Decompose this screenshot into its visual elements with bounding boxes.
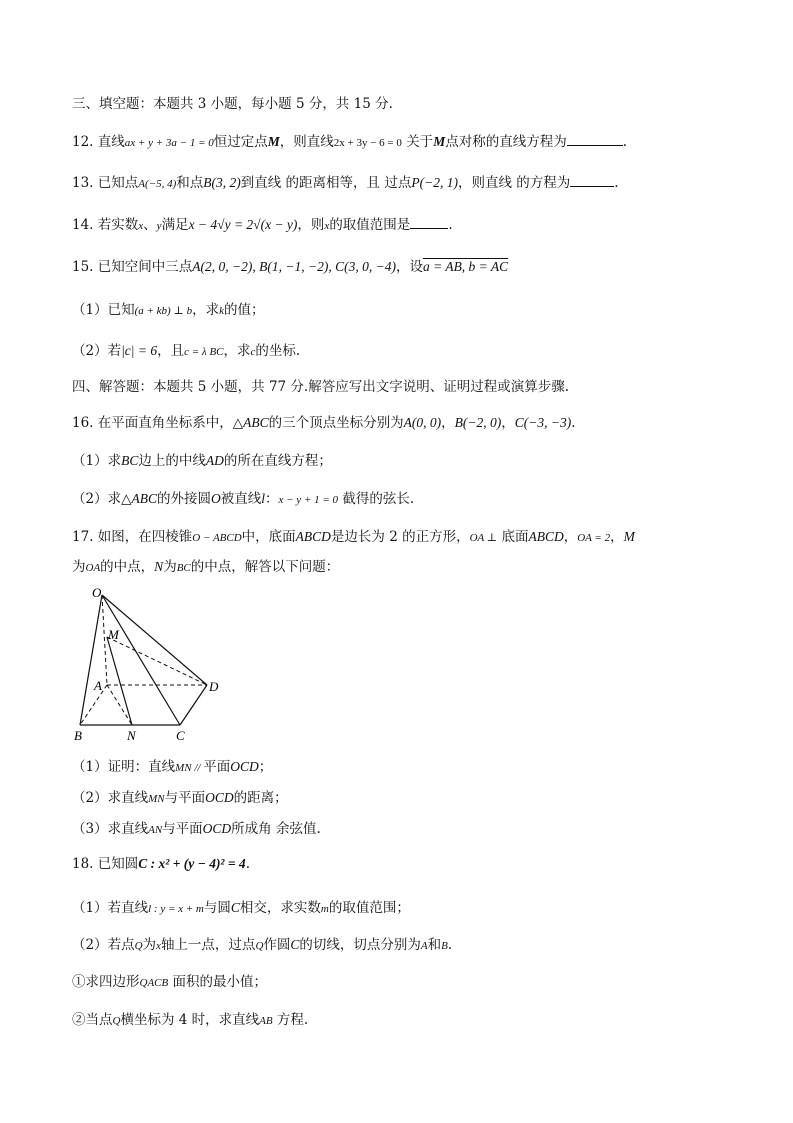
segment-mn	[107, 637, 132, 725]
q13-point-a: A(−5, 4)	[138, 178, 177, 190]
q18-p2-c: 轴上一点，过点	[160, 937, 256, 953]
q15-p1-cond: (a + kb) ⊥ b	[134, 305, 193, 317]
q15-text-2: ，设	[395, 259, 423, 275]
q15-p2-a: （2）若	[72, 343, 122, 359]
q18-p2-q: Q	[134, 940, 143, 952]
question-14	[72, 215, 732, 236]
q15-p2-cond: |c| = 6	[121, 343, 158, 358]
q17-base-2: ABCD	[528, 529, 564, 544]
edge-ob	[80, 595, 102, 725]
question-13	[72, 173, 732, 194]
q15-p1-a: （1）已知	[72, 302, 135, 318]
q16-p1: （1）求	[72, 453, 122, 469]
q15-number: 15.	[72, 259, 94, 275]
q18-p1-c-text: 相交，求实数	[239, 900, 321, 916]
q15-vectors: a = AB, b = AC	[422, 259, 509, 274]
q17-p3: （3）求直线	[72, 821, 149, 837]
question-17-part-3	[72, 819, 732, 840]
q17-m: M	[623, 529, 635, 544]
q17-text-3: 是边长为 2 的正方形，	[330, 529, 470, 545]
q13-text-4: ，则直线 的方程为	[457, 175, 571, 191]
q18-p2-a: A	[420, 940, 428, 952]
q16-number: 16.	[72, 415, 94, 431]
question-17	[72, 527, 732, 548]
q17-l2-n: N	[154, 559, 164, 574]
q16-p2-d: ：	[265, 491, 279, 507]
q18-p2-e: 的切线，切点分别为	[299, 937, 421, 953]
q16-triangle: ABC	[243, 415, 269, 430]
q13-number: 13.	[72, 175, 94, 191]
q14-text-2: 、	[143, 217, 157, 233]
q17-p2-mn: MN	[148, 793, 165, 805]
q14-text-6: .	[448, 217, 453, 233]
q16-p2-e: 截得的弦长.	[342, 491, 415, 507]
q13-text-3: 到直线 的距离相等，且 过点	[240, 175, 412, 191]
q16-point-c: C(−3, −3)	[514, 415, 572, 430]
q18-p1-line: l : y = x + m	[148, 903, 204, 915]
q15-p2-b: ，且	[157, 343, 185, 359]
q13-text-5: .	[614, 175, 619, 191]
question-18-part-2	[72, 935, 732, 956]
q17-l2-d: 的中点，解答以下问题：	[190, 559, 340, 575]
q14-equation: x − 4√y = 2√(x − y)	[188, 217, 298, 232]
q15-p2-c: ，求	[223, 343, 251, 359]
q17-number: 17.	[72, 529, 94, 545]
q18-s1-quad: QACB	[139, 977, 169, 989]
q18-p1-d: 的取值范围；	[328, 900, 410, 916]
q17-p3-b: 与平面	[162, 821, 203, 837]
q16-p1-bc: BC	[121, 453, 139, 468]
q16-p1-ad: AD	[205, 453, 224, 468]
q12-text-2: 恒过定点	[213, 134, 268, 150]
q15-p2-c-var: c	[250, 346, 256, 358]
q12-text-5: 点对称的直线方程为	[445, 134, 567, 150]
q18-p1-b: 与圆	[203, 900, 231, 916]
q18-p2-circle: C	[290, 937, 300, 952]
section-fill-text: 三、填空题：本题共 3 小题，每小题 5 分，共 15 分.	[72, 96, 393, 112]
edge-cd	[180, 685, 207, 725]
section-fill-heading	[72, 94, 732, 114]
q15-p1-k: k	[219, 305, 224, 317]
question-16-part-1	[72, 451, 732, 471]
q18-s2-ab: AB	[259, 1015, 273, 1027]
q18-p2-x: x	[156, 940, 161, 952]
q16-point-a: A(0, 0)	[403, 415, 442, 430]
q13-text-1: 已知点	[97, 175, 139, 191]
q18-s2-b: 横坐标为 4 时，求直线	[120, 1012, 260, 1028]
q17-text-6: ，	[610, 529, 624, 545]
q16-p2-c: 被直线	[220, 491, 262, 507]
pyramid-figure	[72, 585, 232, 745]
section-answer-heading	[72, 377, 732, 397]
q14-var-x-2: x	[324, 220, 330, 232]
q16-p2-l: l	[261, 491, 265, 506]
q15-text-1: 已知空间中三点	[97, 259, 193, 275]
q14-var-y: y	[156, 220, 162, 232]
q17-p3-an: AN	[148, 824, 163, 836]
q17-base: ABCD	[295, 529, 331, 544]
q17-p1-ocd: OCD	[230, 759, 259, 774]
q17-l2-oa: OA	[85, 562, 101, 574]
question-15-part-1	[72, 300, 732, 321]
q18-s2: ②当点	[72, 1012, 113, 1028]
question-18-sub-2	[72, 1010, 732, 1031]
q15-p1-c: 的值；	[223, 302, 265, 318]
question-15	[72, 257, 732, 277]
q17-perp: OA ⊥	[469, 532, 498, 544]
q17-p3-c: 所成角 余弦值.	[231, 821, 321, 837]
q12-text-3: ，则直线	[279, 134, 334, 150]
q18-circle-eq: C : x² + (y − 4)² = 4	[138, 856, 246, 871]
q17-p1: （1）证明：直线	[72, 759, 176, 775]
q12-line-eq-2: 2x + 3y − 6 = 0	[333, 137, 402, 149]
q16-text-5: .	[571, 415, 576, 431]
q17-p2: （2）求直线	[72, 790, 149, 806]
label-m: M	[108, 627, 119, 642]
q14-text-4: ，则	[297, 217, 325, 233]
question-15-part-2	[72, 341, 732, 362]
q14-var-x: x	[138, 220, 144, 232]
q12-answer-blank[interactable]	[567, 133, 623, 146]
q16-p2: （2）求△	[72, 491, 132, 507]
q13-point-b: B(3, 2)	[203, 175, 241, 190]
q16-p2-abc: ABC	[131, 491, 157, 506]
q14-text-3: 满足	[161, 217, 189, 233]
q16-p2-b: 的外接圆	[156, 491, 211, 507]
q18-p2: （2）若点	[72, 937, 135, 953]
q16-text-4: ，	[501, 415, 515, 431]
section-answer-text: 四、解答题：本题共 5 小题，共 77 分.解答应写出文字说明、证明过程或演算步骤.	[72, 379, 570, 395]
label-c: C	[176, 728, 185, 743]
q16-text-2: 的三个顶点坐标分别为	[268, 415, 404, 431]
q15-points: A(2, 0, −2), B(1, −1, −2), C(3, 0, −4)	[192, 259, 396, 274]
q15-p2-cond-2: c = λ BC	[184, 346, 224, 358]
q17-l2-a: 为	[72, 559, 86, 575]
q15-p1-b: ，求	[192, 302, 220, 318]
q18-p2-q-2: Q	[255, 940, 264, 952]
question-18	[72, 854, 732, 874]
q18-p2-f: 和	[427, 937, 442, 953]
question-17-line-2	[72, 557, 732, 578]
q14-answer-blank[interactable]	[410, 216, 448, 229]
question-16	[72, 413, 732, 433]
q12-point-m: M	[267, 134, 280, 149]
q14-text-5: 的取值范围是	[329, 217, 411, 233]
q17-text-4: 底面	[501, 529, 529, 545]
q13-point-p: P(−2, 1)	[411, 175, 458, 190]
q16-text-1: 在平面直角坐标系中，△	[97, 415, 244, 431]
q17-oa: OA = 2	[577, 532, 611, 544]
q17-l2-b: 的中点，	[100, 559, 155, 575]
q18-p2-b-pt: B	[441, 940, 448, 952]
question-16-part-2	[72, 489, 732, 510]
pyramid-diagram	[72, 585, 232, 745]
label-a: A	[94, 678, 102, 693]
q17-p2-c: 的距离；	[233, 790, 288, 806]
q18-p2-d: 作圆	[263, 937, 291, 953]
q15-p2-d: 的坐标.	[255, 343, 301, 359]
label-d: D	[209, 679, 219, 694]
segment-an	[107, 685, 132, 725]
q18-text-2: .	[245, 856, 250, 872]
q16-text-3: ，	[441, 415, 455, 431]
q14-number: 14.	[72, 217, 94, 233]
q12-text-1: 直线	[97, 134, 125, 150]
q13-text-2: 和点	[176, 175, 204, 191]
question-17-part-2	[72, 788, 732, 809]
question-18-part-1	[72, 898, 732, 919]
q12-number: 12.	[72, 134, 94, 150]
q18-p2-g: .	[447, 937, 453, 953]
q17-p2-ocd: OCD	[205, 790, 234, 805]
q12-point-m-2: M	[433, 134, 446, 149]
q18-text-1: 已知圆	[97, 856, 139, 872]
q17-text-1: 如图，在四棱锥	[97, 529, 193, 545]
question-18-sub-1	[72, 972, 732, 993]
q17-p3-ocd: OCD	[202, 821, 232, 836]
segment-md	[107, 637, 207, 685]
q13-answer-blank[interactable]	[570, 174, 614, 187]
q17-l2-c: 为	[163, 559, 177, 575]
q18-s1: ①求四边形	[72, 974, 140, 990]
q16-p1-b: 边上的中线	[138, 453, 206, 469]
edge-oa	[102, 595, 107, 685]
q18-s2-c: 方程.	[272, 1012, 309, 1028]
q18-p1-m: m	[320, 903, 329, 915]
q17-text-5: ，	[563, 529, 578, 545]
q18-s2-q: Q	[112, 1015, 121, 1027]
q17-l2-bc: BC	[176, 562, 191, 574]
q12-text-4: 关于	[406, 134, 434, 150]
q16-p2-line-eq: x − y + 1 = 0	[278, 494, 339, 506]
q17-text-2: 中，底面	[241, 529, 296, 545]
q12-text-6: .	[622, 134, 627, 150]
question-17-part-1	[72, 757, 732, 778]
q18-s1-b: 面积的最小值；	[172, 974, 268, 990]
q18-number: 18.	[72, 856, 94, 872]
q18-p1: （1）若直线	[72, 900, 149, 916]
q17-pyramid: O − ABCD	[192, 532, 242, 544]
q17-p1-b: 平面	[203, 759, 231, 775]
question-12	[72, 132, 732, 153]
q16-p1-c: 的所在直线方程；	[223, 453, 332, 469]
label-b: B	[74, 728, 82, 743]
label-o: O	[92, 585, 102, 600]
q18-p2-b: 为	[142, 937, 157, 953]
q17-p1-mn: MN //	[175, 762, 204, 774]
q16-p2-o: O	[210, 491, 221, 506]
q18-p1-c: C	[230, 900, 240, 915]
q17-p2-b: 与平面	[164, 790, 206, 806]
q17-p1-c: ；	[258, 759, 273, 775]
label-n: N	[127, 728, 136, 743]
q16-point-b: B(−2, 0)	[454, 415, 502, 430]
q12-line-eq: ax + y + 3a − 1 = 0	[124, 137, 214, 149]
q14-text-1: 若实数	[97, 217, 139, 233]
